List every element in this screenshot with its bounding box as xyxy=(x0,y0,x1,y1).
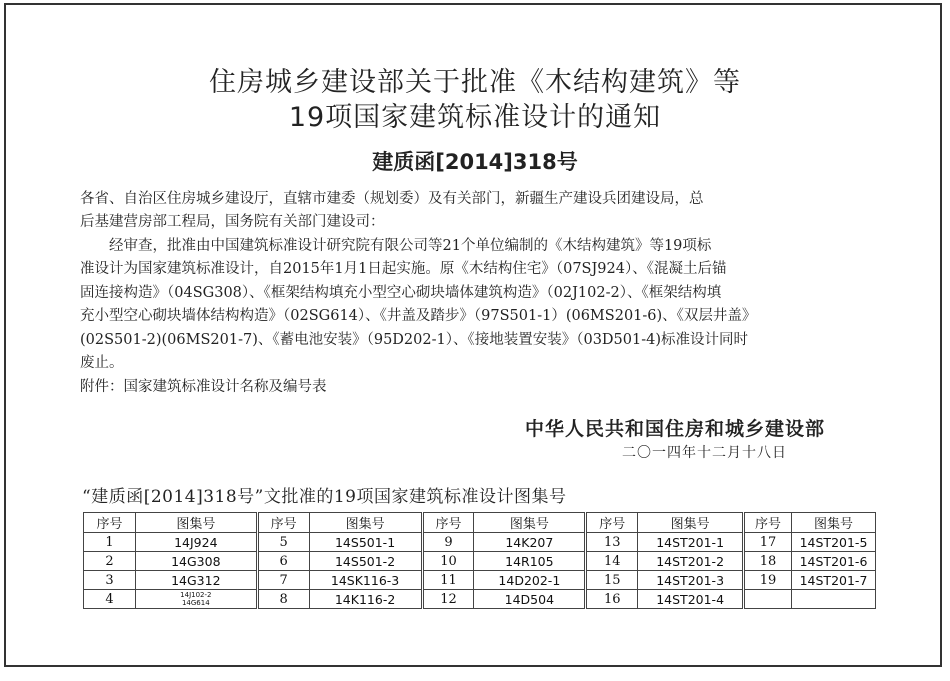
cell-no: 16 xyxy=(586,590,638,609)
title-line-2: 19项国家建筑标准设计的通知 xyxy=(288,102,662,133)
cell-code-stacked xyxy=(135,590,257,609)
cell-code: 14K207 xyxy=(474,533,586,552)
title-line-1: 住房城乡建设部关于批准《木结构建筑》等 xyxy=(209,67,741,98)
cell-no: 1 xyxy=(84,533,136,552)
cell-no: 18 xyxy=(744,552,792,571)
table-row xyxy=(84,571,876,590)
cell-no: 11 xyxy=(422,571,474,590)
cell-code-line: 14J102-2 xyxy=(180,591,212,599)
cell-code: 14D504 xyxy=(474,590,586,609)
cell-code: 14K116-2 xyxy=(309,590,422,609)
header-no: 序号 xyxy=(84,513,136,533)
body-line-5: 固连接构造》（04SG308）、《框架结构填充小型空心砌块墙体建筑构造》（02J102-2）、《框架结构填 xyxy=(80,285,722,301)
issuer-signature: 中华人民共和国住房和城乡建设部 xyxy=(525,418,826,440)
cell-no: 7 xyxy=(257,571,309,590)
cell-no: 2 xyxy=(84,552,136,571)
cell-no: 5 xyxy=(257,533,309,552)
cell-code: 14G312 xyxy=(135,571,257,590)
cell-code: 14ST201-1 xyxy=(638,533,744,552)
body-line-1: 各省、自治区住房城乡建设厅，直辖市建委（规划委）及有关部门，新疆生产建设兵团建设局，总 xyxy=(80,191,704,207)
header-code: 图集号 xyxy=(792,513,876,533)
cell-no: 6 xyxy=(257,552,309,571)
table-caption: “建质函[2014]318号”文批准的19项国家建筑标准设计图集号 xyxy=(82,487,567,507)
header-no: 序号 xyxy=(744,513,792,533)
header-code: 图集号 xyxy=(135,513,257,533)
cell-no: 14 xyxy=(586,552,638,571)
cell-code: 14ST201-4 xyxy=(638,590,744,609)
cell-code: 14R105 xyxy=(474,552,586,571)
cell-no: 13 xyxy=(586,533,638,552)
body-line-4: 准设计为国家建筑标准设计，自2015年1月1日起实施。原《木结构住宅》（07SJ924）、《混凝土后锚 xyxy=(80,261,727,277)
cell-no: 12 xyxy=(422,590,474,609)
body-line-8: 废止。 xyxy=(80,355,124,371)
cell-code xyxy=(792,590,876,609)
header-no: 序号 xyxy=(586,513,638,533)
cell-code: 14ST201-6 xyxy=(792,552,876,571)
cell-no: 4 xyxy=(84,590,136,609)
table-row xyxy=(84,590,876,609)
header-code: 图集号 xyxy=(638,513,744,533)
body-line-3: 经审查，批准由中国建筑标准设计研究院有限公司等21个单位编制的《木结构建筑》等19项标 xyxy=(80,238,712,254)
body-line-2: 后基建营房部工程局，国务院有关部门建设司： xyxy=(80,214,385,230)
body-line-6: 充小型空心砌块墙体结构构造》（02SG614）、《井盖及踏步》（97S501-1）(06MS201-6)、《双层井盖》 xyxy=(80,308,757,324)
table-row xyxy=(84,552,876,571)
table-row xyxy=(84,533,876,552)
atlas-number-table xyxy=(83,512,876,609)
cell-code: 14SK116-3 xyxy=(309,571,422,590)
cell-code: 14S501-1 xyxy=(309,533,422,552)
cell-code: 14J924 xyxy=(135,533,257,552)
cell-code: 14D202-1 xyxy=(474,571,586,590)
attachment-note: 附件：国家建筑标准设计名称及编号表 xyxy=(80,379,327,395)
cell-no: 8 xyxy=(257,590,309,609)
cell-no: 3 xyxy=(84,571,136,590)
cell-no xyxy=(744,590,792,609)
cell-code: 14ST201-2 xyxy=(638,552,744,571)
issue-date: 二〇一四年十二月十八日 xyxy=(622,445,787,461)
cell-code: 14ST201-5 xyxy=(792,533,876,552)
body-line-7: (02S501-2)(06MS201-7)、《蓄电池安装》（95D202-1）、《接地装置安装》（03D501-4)标准设计同时 xyxy=(80,332,749,348)
cell-code: 14ST201-3 xyxy=(638,571,744,590)
cell-no: 17 xyxy=(744,533,792,552)
cell-code: 14ST201-7 xyxy=(792,571,876,590)
header-code: 图集号 xyxy=(309,513,422,533)
cell-no: 15 xyxy=(586,571,638,590)
cell-code-line: 14G614 xyxy=(181,599,210,607)
cell-code: 14G308 xyxy=(135,552,257,571)
cell-code: 14S501-2 xyxy=(309,552,422,571)
document-number: 建质函[2014]318号 xyxy=(372,150,578,174)
cell-no: 19 xyxy=(744,571,792,590)
table-header-row xyxy=(84,513,876,533)
cell-no: 10 xyxy=(422,552,474,571)
header-no: 序号 xyxy=(257,513,309,533)
header-code: 图集号 xyxy=(474,513,586,533)
cell-no: 9 xyxy=(422,533,474,552)
header-no: 序号 xyxy=(422,513,474,533)
